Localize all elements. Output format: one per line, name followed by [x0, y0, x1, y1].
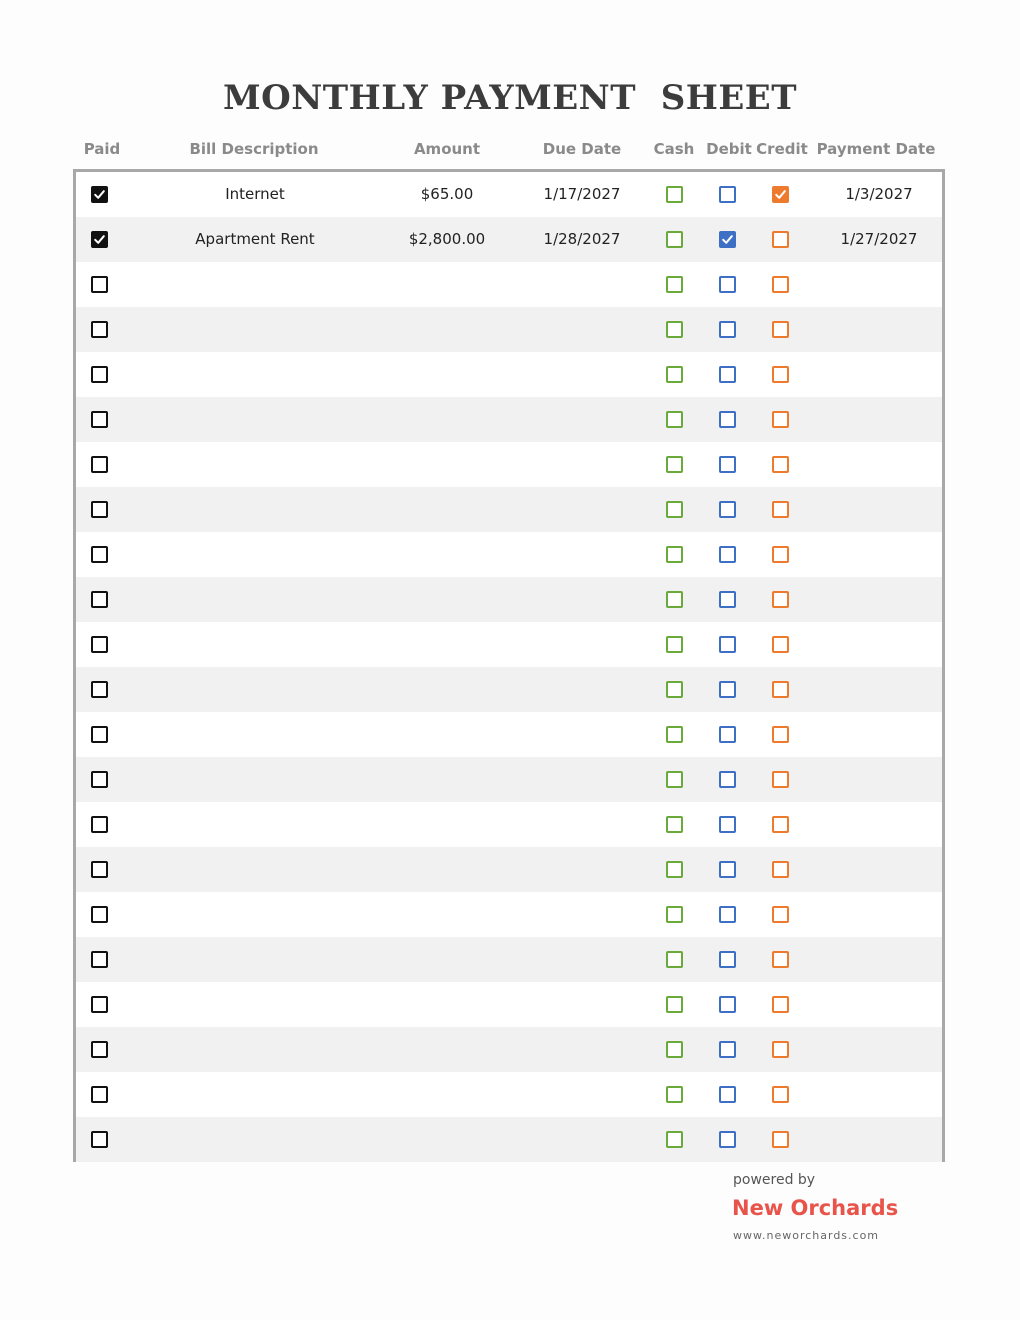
paid-checkbox[interactable] — [91, 411, 108, 428]
payment-date-cell[interactable] — [815, 352, 943, 397]
cash-checkbox[interactable] — [666, 681, 683, 698]
table-row — [76, 712, 942, 757]
cash-checkbox[interactable] — [666, 501, 683, 518]
checkmark-icon — [721, 233, 734, 246]
payment-date-cell[interactable] — [815, 1072, 943, 1117]
table-row — [76, 892, 942, 937]
due-date-cell[interactable] — [527, 532, 637, 577]
payment-date-cell[interactable] — [815, 1027, 943, 1072]
debit-checkbox[interactable] — [719, 771, 736, 788]
amount-cell[interactable] — [392, 532, 502, 577]
credit-checkbox[interactable] — [772, 321, 789, 338]
credit-checkbox[interactable] — [772, 636, 789, 653]
debit-checkbox[interactable] — [719, 951, 736, 968]
credit-checkbox[interactable] — [772, 276, 789, 293]
debit-checkbox[interactable] — [719, 276, 736, 293]
paid-checkbox[interactable] — [91, 726, 108, 743]
header-credit: Credit — [756, 140, 808, 158]
header-paid: Paid — [83, 140, 121, 158]
payment-date-cell[interactable] — [815, 847, 943, 892]
debit-checkbox[interactable] — [719, 1041, 736, 1058]
paid-checkbox[interactable] — [91, 546, 108, 563]
table-header — [0, 140, 1020, 162]
due-date-cell[interactable] — [527, 802, 637, 847]
cash-checkbox[interactable] — [666, 906, 683, 923]
credit-checkbox[interactable] — [772, 1086, 789, 1103]
amount-cell[interactable] — [392, 487, 502, 532]
bill-description-cell[interactable] — [171, 847, 339, 892]
due-date-cell[interactable] — [527, 622, 637, 667]
due-date-cell[interactable] — [527, 892, 637, 937]
credit-checkbox[interactable] — [772, 1131, 789, 1148]
due-date-cell[interactable] — [527, 307, 637, 352]
credit-checkbox[interactable] — [772, 951, 789, 968]
cash-checkbox[interactable] — [666, 861, 683, 878]
bill-description-cell[interactable] — [171, 487, 339, 532]
paid-checkbox[interactable] — [91, 771, 108, 788]
bill-description-cell[interactable] — [171, 442, 339, 487]
due-date-cell[interactable] — [527, 937, 637, 982]
table-row — [76, 802, 942, 847]
debit-checkbox[interactable] — [719, 636, 736, 653]
debit-checkbox[interactable] — [719, 1086, 736, 1103]
debit-checkbox[interactable] — [719, 456, 736, 473]
paid-checkbox[interactable] — [91, 1086, 108, 1103]
header-debit: Debit — [706, 140, 752, 158]
payment-date-cell[interactable] — [815, 397, 943, 442]
amount-cell[interactable] — [392, 262, 502, 307]
amount-cell[interactable] — [392, 397, 502, 442]
paid-checkbox[interactable] — [91, 276, 108, 293]
amount-cell[interactable]: $65.00 — [420, 185, 474, 203]
paid-checkbox[interactable] — [91, 186, 108, 203]
checkmark-icon — [93, 233, 106, 246]
credit-checkbox[interactable] — [772, 1041, 789, 1058]
paid-checkbox[interactable] — [91, 681, 108, 698]
due-date-cell[interactable] — [527, 262, 637, 307]
debit-checkbox[interactable] — [719, 816, 736, 833]
paid-checkbox[interactable] — [91, 861, 108, 878]
debit-checkbox[interactable] — [719, 861, 736, 878]
table-row — [76, 937, 942, 982]
bill-description-cell[interactable] — [171, 1117, 339, 1162]
checkmark-icon — [93, 188, 106, 201]
header-due-date: Due Date — [542, 140, 622, 158]
due-date-cell[interactable] — [527, 487, 637, 532]
due-date-cell[interactable] — [527, 577, 637, 622]
due-date-cell[interactable]: 1/28/2027 — [543, 230, 621, 248]
amount-cell[interactable] — [392, 982, 502, 1027]
due-date-cell[interactable] — [527, 352, 637, 397]
checkmark-icon — [774, 188, 787, 201]
bill-description-cell[interactable] — [171, 712, 339, 757]
payment-date-cell[interactable] — [815, 262, 943, 307]
paid-checkbox[interactable] — [91, 1131, 108, 1148]
bill-description-cell[interactable] — [171, 622, 339, 667]
cash-checkbox[interactable] — [666, 996, 683, 1013]
payment-date-cell[interactable] — [815, 487, 943, 532]
cash-checkbox[interactable] — [666, 636, 683, 653]
payment-date-cell[interactable] — [815, 892, 943, 937]
bill-description-cell[interactable] — [171, 262, 339, 307]
payment-date-cell[interactable] — [815, 532, 943, 577]
cash-checkbox[interactable] — [666, 951, 683, 968]
bill-description-cell[interactable] — [171, 667, 339, 712]
paid-checkbox[interactable] — [91, 996, 108, 1013]
credit-checkbox[interactable] — [772, 186, 789, 203]
debit-checkbox[interactable] — [719, 681, 736, 698]
brand-url: www.neworchards.com — [733, 1229, 880, 1242]
credit-checkbox[interactable] — [772, 771, 789, 788]
payment-table — [73, 169, 945, 1162]
cash-checkbox[interactable] — [666, 816, 683, 833]
debit-checkbox[interactable] — [719, 366, 736, 383]
table-row — [76, 577, 942, 622]
header-amount: Amount — [413, 140, 481, 158]
table-row — [76, 262, 942, 307]
payment-date-cell[interactable]: 1/3/2027 — [845, 185, 913, 203]
table-row — [76, 1027, 942, 1072]
payment-date-cell[interactable] — [815, 667, 943, 712]
amount-cell[interactable] — [392, 847, 502, 892]
payment-date-cell[interactable] — [815, 802, 943, 847]
debit-checkbox[interactable] — [719, 501, 736, 518]
debit-checkbox[interactable] — [719, 186, 736, 203]
paid-checkbox[interactable] — [91, 591, 108, 608]
bill-description-cell[interactable] — [171, 892, 339, 937]
credit-checkbox[interactable] — [772, 456, 789, 473]
amount-cell[interactable] — [392, 352, 502, 397]
table-row — [76, 307, 942, 352]
table-row — [76, 352, 942, 397]
due-date-cell[interactable] — [527, 1027, 637, 1072]
paid-checkbox[interactable] — [91, 231, 108, 248]
debit-checkbox[interactable] — [719, 906, 736, 923]
table-row — [76, 622, 942, 667]
cash-checkbox[interactable] — [666, 276, 683, 293]
table-row — [76, 847, 942, 892]
debit-checkbox[interactable] — [719, 231, 736, 248]
payment-date-cell[interactable] — [815, 982, 943, 1027]
credit-checkbox[interactable] — [772, 591, 789, 608]
amount-cell[interactable] — [392, 712, 502, 757]
due-date-cell[interactable]: 1/17/2027 — [543, 185, 621, 203]
credit-checkbox[interactable] — [772, 861, 789, 878]
cash-checkbox[interactable] — [666, 771, 683, 788]
bill-description-cell[interactable] — [171, 982, 339, 1027]
payment-date-cell[interactable] — [815, 1117, 943, 1162]
debit-checkbox[interactable] — [719, 411, 736, 428]
amount-cell[interactable] — [392, 1117, 502, 1162]
payment-date-cell[interactable] — [815, 712, 943, 757]
table-row — [76, 757, 942, 802]
payment-date-cell[interactable] — [815, 442, 943, 487]
due-date-cell[interactable] — [527, 1072, 637, 1117]
table-row — [76, 532, 942, 577]
table-row — [76, 217, 942, 262]
bill-description-cell[interactable] — [171, 937, 339, 982]
amount-cell[interactable] — [392, 892, 502, 937]
bill-description-cell[interactable] — [171, 307, 339, 352]
credit-checkbox[interactable] — [772, 726, 789, 743]
bill-description-cell[interactable] — [171, 532, 339, 577]
cash-checkbox[interactable] — [666, 456, 683, 473]
payment-date-cell[interactable] — [815, 757, 943, 802]
debit-checkbox[interactable] — [719, 321, 736, 338]
amount-cell[interactable] — [392, 442, 502, 487]
brand-logo: New Orchards — [732, 1196, 899, 1220]
header-bill-description: Bill Description — [189, 140, 319, 158]
bill-description-cell[interactable] — [171, 757, 339, 802]
due-date-cell[interactable] — [527, 982, 637, 1027]
credit-checkbox[interactable] — [772, 546, 789, 563]
payment-date-cell[interactable] — [815, 577, 943, 622]
table-row — [76, 982, 942, 1027]
paid-checkbox[interactable] — [91, 951, 108, 968]
paid-checkbox[interactable] — [91, 636, 108, 653]
cash-checkbox[interactable] — [666, 546, 683, 563]
paid-checkbox[interactable] — [91, 321, 108, 338]
due-date-cell[interactable] — [527, 397, 637, 442]
table-row — [76, 667, 942, 712]
payment-date-cell[interactable] — [815, 307, 943, 352]
paid-checkbox[interactable] — [91, 366, 108, 383]
table-row — [76, 1072, 942, 1117]
credit-checkbox[interactable] — [772, 231, 789, 248]
credit-checkbox[interactable] — [772, 681, 789, 698]
table-row — [76, 397, 942, 442]
amount-cell[interactable] — [392, 307, 502, 352]
table-row — [76, 1117, 942, 1162]
amount-cell[interactable]: $2,800.00 — [408, 230, 486, 248]
payment-date-cell[interactable] — [815, 622, 943, 667]
due-date-cell[interactable] — [527, 667, 637, 712]
amount-cell[interactable] — [392, 757, 502, 802]
cash-checkbox[interactable] — [666, 321, 683, 338]
credit-checkbox[interactable] — [772, 411, 789, 428]
cash-checkbox[interactable] — [666, 1041, 683, 1058]
table-row — [76, 487, 942, 532]
cash-checkbox[interactable] — [666, 1086, 683, 1103]
amount-cell[interactable] — [392, 577, 502, 622]
bill-description-cell[interactable] — [171, 352, 339, 397]
paid-checkbox[interactable] — [91, 816, 108, 833]
due-date-cell[interactable] — [527, 442, 637, 487]
bill-description-cell[interactable] — [171, 577, 339, 622]
payment-date-cell[interactable] — [815, 937, 943, 982]
powered-by-text: powered by — [733, 1172, 816, 1188]
table-row — [76, 442, 942, 487]
debit-checkbox[interactable] — [719, 726, 736, 743]
cash-checkbox[interactable] — [666, 411, 683, 428]
debit-checkbox[interactable] — [719, 1131, 736, 1148]
cash-checkbox[interactable] — [666, 591, 683, 608]
amount-cell[interactable] — [392, 622, 502, 667]
due-date-cell[interactable] — [527, 847, 637, 892]
paid-checkbox[interactable] — [91, 501, 108, 518]
amount-cell[interactable] — [392, 667, 502, 712]
due-date-cell[interactable] — [527, 757, 637, 802]
bill-description-cell[interactable] — [171, 802, 339, 847]
credit-checkbox[interactable] — [772, 996, 789, 1013]
cash-checkbox[interactable] — [666, 1131, 683, 1148]
bill-description-cell[interactable] — [171, 1027, 339, 1072]
bill-description-cell[interactable]: Internet — [225, 185, 285, 203]
bill-description-cell[interactable]: Apartment Rent — [195, 230, 315, 248]
credit-checkbox[interactable] — [772, 501, 789, 518]
amount-cell[interactable] — [392, 802, 502, 847]
paid-checkbox[interactable] — [91, 456, 108, 473]
due-date-cell[interactable] — [527, 712, 637, 757]
header-payment-date: Payment Date — [816, 140, 936, 158]
payment-date-cell[interactable]: 1/27/2027 — [840, 230, 918, 248]
credit-checkbox[interactable] — [772, 366, 789, 383]
table-row — [76, 172, 942, 217]
amount-cell[interactable] — [392, 1027, 502, 1072]
bill-description-cell[interactable] — [171, 1072, 339, 1117]
debit-checkbox[interactable] — [719, 996, 736, 1013]
cash-checkbox[interactable] — [666, 231, 683, 248]
amount-cell[interactable] — [392, 937, 502, 982]
amount-cell[interactable] — [392, 1072, 502, 1117]
header-cash: Cash — [653, 140, 695, 158]
credit-checkbox[interactable] — [772, 906, 789, 923]
credit-checkbox[interactable] — [772, 816, 789, 833]
paid-checkbox[interactable] — [91, 906, 108, 923]
cash-checkbox[interactable] — [666, 366, 683, 383]
page-title: MONTHLY PAYMENT SHEET — [222, 78, 798, 118]
cash-checkbox[interactable] — [666, 186, 683, 203]
paid-checkbox[interactable] — [91, 1041, 108, 1058]
due-date-cell[interactable] — [527, 1117, 637, 1162]
debit-checkbox[interactable] — [719, 591, 736, 608]
bill-description-cell[interactable] — [171, 397, 339, 442]
cash-checkbox[interactable] — [666, 726, 683, 743]
debit-checkbox[interactable] — [719, 546, 736, 563]
